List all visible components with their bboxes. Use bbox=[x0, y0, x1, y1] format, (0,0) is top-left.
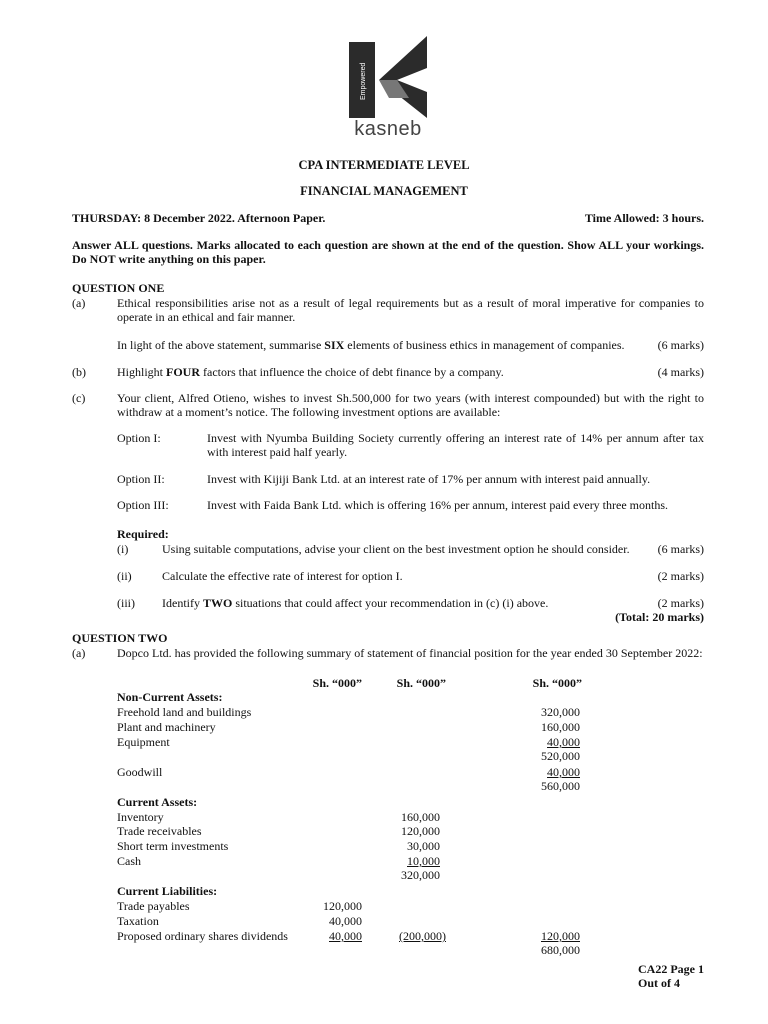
q1-total: (Total: 20 marks) bbox=[615, 610, 704, 624]
cl-row-label: Trade payables bbox=[117, 899, 190, 913]
req-iii-label: (iii) bbox=[117, 596, 135, 610]
nca-row-value: 160,000 bbox=[541, 720, 580, 734]
option-3-label: Option III: bbox=[117, 498, 169, 512]
cl-row-value: 120,000 bbox=[323, 899, 362, 913]
page-count: Out of 4 bbox=[638, 976, 680, 990]
goodwill-value: 40,000 bbox=[547, 765, 580, 779]
ca-row-value: 120,000 bbox=[401, 824, 440, 838]
nca-subtotal: 520,000 bbox=[541, 749, 580, 763]
col-header-3: Sh. “000” bbox=[532, 676, 582, 690]
ca-row-label: Cash bbox=[117, 854, 141, 868]
ca-row-label: Inventory bbox=[117, 810, 164, 824]
option-2-label: Option II: bbox=[117, 472, 165, 486]
cl-heading: Current Liabilities: bbox=[117, 884, 218, 898]
q1-a-text: Ethical responsibilities arise not as a result of legal requirements but as a result of moral imperative for companies to operate in an ethical and fair manner. bbox=[117, 296, 704, 324]
net-current-assets: 120,000 bbox=[541, 929, 580, 943]
ca-row-value: 10,000 bbox=[407, 854, 440, 868]
req-ii-marks: (2 marks) bbox=[657, 569, 704, 583]
q2-a-text: Dopco Ltd. has provided the following summary of statement of financial position for the year ended 30 September 2022: bbox=[117, 646, 703, 660]
cl-row-value: 40,000 bbox=[329, 929, 362, 943]
brand-name: kasneb bbox=[354, 118, 422, 140]
q1-a-marks: (6 marks) bbox=[657, 338, 704, 352]
nca-row-label: Freehold land and buildings bbox=[117, 705, 252, 719]
req-i-label: (i) bbox=[117, 542, 129, 556]
req-iii-marks: (2 marks) bbox=[657, 596, 704, 610]
cl-row-value: 40,000 bbox=[329, 914, 362, 928]
ca-row-label: Trade receivables bbox=[117, 824, 202, 838]
col-header-1: Sh. “000” bbox=[312, 676, 362, 690]
req-i-text: Using suitable computations, advise your client on the best investment option he should consider. bbox=[162, 542, 630, 556]
level-title: CPA INTERMEDIATE LEVEL bbox=[298, 158, 470, 172]
option-1-label: Option I: bbox=[117, 431, 161, 445]
time-allowed: Time Allowed: 3 hours. bbox=[584, 211, 704, 225]
option-2-text: Invest with Kijiji Bank Ltd. at an interest rate of 17% per annum with interest paid annually. bbox=[207, 472, 651, 486]
q1-b-label: (b) bbox=[72, 365, 86, 379]
q1-b-text: Highlight FOUR factors that influence the choice of debt finance by a company. bbox=[117, 365, 504, 379]
cl-row-label: Proposed ordinary shares dividends bbox=[117, 929, 288, 943]
req-iii-text: Identify TWO situations that could affect your recommendation in (c) (i) above. bbox=[162, 596, 549, 610]
cl-total: (200,000) bbox=[399, 929, 446, 943]
q1-c-text: Your client, Alfred Otieno, wishes to invest Sh.500,000 for two years (with interest compounded) but with the right to withdraw at a moment’s notice. The following investment options are available: bbox=[117, 391, 704, 419]
req-i-marks: (6 marks) bbox=[657, 542, 704, 556]
nca-total: 560,000 bbox=[541, 779, 580, 793]
q2-a-label: (a) bbox=[72, 646, 86, 660]
req-ii-label: (ii) bbox=[117, 569, 132, 583]
col-header-2: Sh. “000” bbox=[396, 676, 446, 690]
option-3-text: Invest with Faida Bank Ltd. which is offering 16% per annum, interest paid every three months. bbox=[207, 498, 669, 512]
ca-row-value: 30,000 bbox=[407, 839, 440, 853]
nca-row-label: Equipment bbox=[117, 735, 170, 749]
subject-title: FINANCIAL MANAGEMENT bbox=[300, 184, 468, 198]
req-ii-text: Calculate the effective rate of interest for option I. bbox=[162, 569, 403, 583]
goodwill-label: Goodwill bbox=[117, 765, 163, 779]
ca-row-value: 160,000 bbox=[401, 810, 440, 824]
q1-b-marks: (4 marks) bbox=[657, 365, 704, 379]
cl-row-label: Taxation bbox=[117, 914, 159, 928]
nca-row-value: 40,000 bbox=[547, 735, 580, 749]
exam-date: THURSDAY: 8 December 2022. Afternoon Paper. bbox=[72, 211, 326, 225]
q1-a-sub: In light of the above statement, summarise SIX elements of business ethics in management of companies. bbox=[117, 338, 625, 352]
nca-heading: Non-Current Assets: bbox=[117, 690, 223, 704]
tagline: Empowered bbox=[360, 62, 367, 100]
page-code: CA22 Page 1 bbox=[638, 962, 704, 976]
ca-heading: Current Assets: bbox=[117, 795, 198, 809]
nca-row-label: Plant and machinery bbox=[117, 720, 216, 734]
grand-total: 680,000 bbox=[541, 943, 580, 957]
q1-c-label: (c) bbox=[72, 391, 86, 405]
instructions: Answer ALL questions. Marks allocated to each question are shown at the end of the question. Show ALL your workings. Do NOT write anything on this paper. bbox=[72, 238, 704, 266]
option-1-text: Invest with Nyumba Building Society currently offering an interest rate of 14% per annum after tax with interest paid half yearly. bbox=[207, 431, 704, 459]
ca-total: 320,000 bbox=[401, 868, 440, 882]
q1-a-label: (a) bbox=[72, 296, 86, 310]
question-two-title: QUESTION TWO bbox=[72, 631, 168, 645]
nca-row-value: 320,000 bbox=[541, 705, 580, 719]
question-one-title: QUESTION ONE bbox=[72, 281, 165, 295]
ca-row-label: Short term investments bbox=[117, 839, 229, 853]
required-heading: Required: bbox=[117, 527, 169, 541]
